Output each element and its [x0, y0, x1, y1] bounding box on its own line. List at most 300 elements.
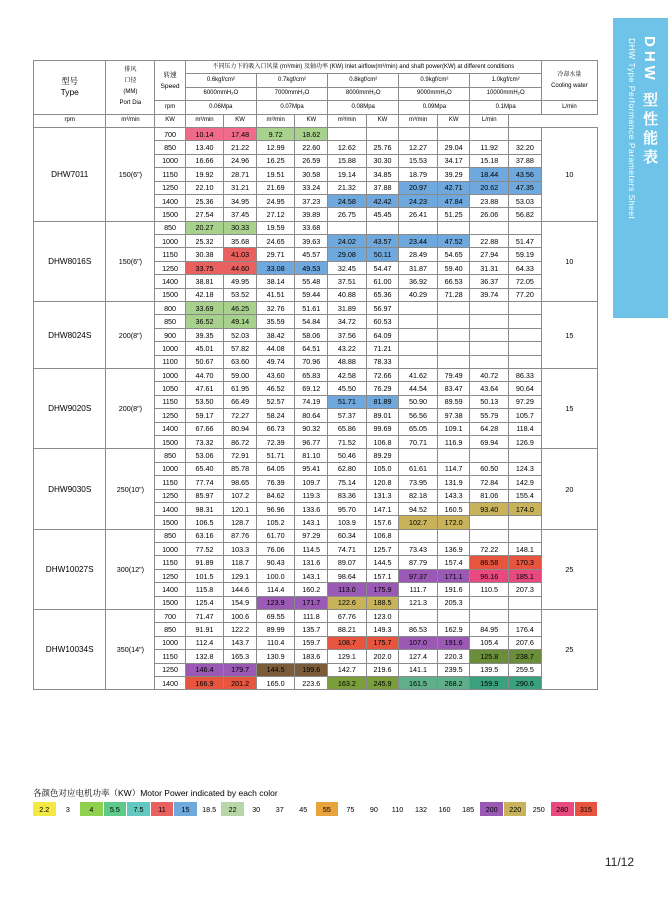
cell-flow-2: 103.9 [328, 516, 367, 529]
row-port: 150(6") [106, 127, 155, 221]
cell-kw-0: 72.91 [224, 449, 257, 462]
legend [33, 787, 598, 816]
cell-flow-0: 85.97 [185, 489, 224, 502]
row-cooling: 15 [541, 368, 597, 448]
row-rpm: 1000 [155, 342, 185, 355]
cell-flow-4: 43.64 [470, 382, 509, 395]
legend-swatch-75: 75 [339, 802, 363, 816]
cell-kw-1: 143.1 [295, 516, 328, 529]
cell-kw-3 [437, 355, 470, 368]
cell-kw-4: 207.6 [509, 636, 542, 649]
cell-kw-3: 172.0 [437, 516, 470, 529]
cell-kw-1: 30.58 [295, 168, 328, 181]
legend-swatch-18.5: 18.5 [198, 802, 222, 816]
header-kw-0: KW [155, 114, 185, 127]
cell-kw-1: 65.83 [295, 368, 328, 381]
cell-flow-1: 27.12 [256, 208, 295, 221]
header-span-title: 不同压力下的吸入口风量 (m³/min) 及轴功率 (KW) Inlet airflow(m³/min) and shaft power(KW) at different conditions [185, 61, 541, 74]
header-rpm: rpm [34, 114, 106, 127]
cell-kw-4: 176.4 [509, 623, 542, 636]
cell-flow-4: 50.13 [470, 395, 509, 408]
header-cooling-lmin: L/min [470, 114, 509, 127]
cell-flow-3 [399, 302, 438, 315]
row-rpm: 1500 [155, 596, 185, 609]
cell-kw-2: 89.01 [366, 409, 399, 422]
cell-kw-0: 144.6 [224, 583, 257, 596]
cell-kw-4: 90.64 [509, 382, 542, 395]
cell-kw-1: 33.24 [295, 181, 328, 194]
cell-kw-4: 148.1 [509, 543, 542, 556]
table-row [34, 368, 598, 381]
cell-flow-4 [470, 355, 509, 368]
cell-kw-3: 136.9 [437, 543, 470, 556]
cell-kw-3 [437, 221, 470, 234]
legend-swatch-160: 160 [433, 802, 457, 816]
cell-flow-4: 60.50 [470, 462, 509, 475]
cell-kw-2: 125.7 [366, 543, 399, 556]
cell-flow-0: 91.91 [185, 623, 224, 636]
row-model: DHW10034S [34, 610, 106, 690]
cell-kw-2: 25.76 [366, 141, 399, 154]
row-rpm: 850 [155, 449, 185, 462]
cell-kw-2: 105.0 [366, 462, 399, 475]
cell-kw-3 [437, 127, 470, 140]
cell-flow-2: 19.14 [328, 168, 367, 181]
cell-flow-2: 89.07 [328, 556, 367, 569]
legend-title: 各颜色对应电机功率（KW）Motor Power indicated by each color [33, 788, 278, 798]
cell-kw-4: 32.20 [509, 141, 542, 154]
header-cooling-unit: L/min [541, 101, 597, 114]
cell-kw-3: 160.5 [437, 502, 470, 515]
row-rpm: 900 [155, 328, 185, 341]
cell-kw-2: 157.6 [366, 516, 399, 529]
row-rpm: 850 [155, 221, 185, 234]
cell-flow-2: 65.86 [328, 422, 367, 435]
header-model: 型号 Type [34, 61, 106, 115]
legend-swatch-30: 30 [245, 802, 269, 816]
cell-flow-4: 96.16 [470, 569, 509, 582]
cell-kw-0: 28.71 [224, 168, 257, 181]
cell-kw-0: 118.7 [224, 556, 257, 569]
cell-kw-2: 34.85 [366, 168, 399, 181]
header-pressure-mm-3: 9000mmH₂O [399, 87, 470, 100]
cell-kw-1: 49.53 [295, 261, 328, 274]
cell-flow-3 [399, 221, 438, 234]
row-rpm: 1050 [155, 382, 185, 395]
cell-kw-3: 143.3 [437, 489, 470, 502]
cell-kw-0: 129.1 [224, 569, 257, 582]
header-pressure-kg-4: 1.0kgf/cm² [470, 74, 541, 87]
cell-flow-4 [470, 342, 509, 355]
cell-kw-2: 64.09 [366, 328, 399, 341]
cell-flow-3: 31.87 [399, 261, 438, 274]
cell-kw-2: 131.3 [366, 489, 399, 502]
cell-flow-3: 12.27 [399, 141, 438, 154]
cell-flow-2: 50.46 [328, 449, 367, 462]
header-pressure-kg-1: 0.7kgf/cm² [256, 74, 327, 87]
cell-flow-4: 125.8 [470, 650, 509, 663]
cell-kw-2: 37.88 [366, 181, 399, 194]
cell-flow-1: 51.71 [256, 449, 295, 462]
cell-flow-2: 40.88 [328, 288, 367, 301]
cell-flow-3: 15.53 [399, 154, 438, 167]
cell-kw-2: 30.30 [366, 154, 399, 167]
cell-kw-2: 188.5 [366, 596, 399, 609]
row-rpm: 1100 [155, 355, 185, 368]
header-flow-2: m³/min [256, 114, 295, 127]
cell-flow-4 [470, 610, 509, 623]
cell-kw-4 [509, 302, 542, 315]
cell-flow-1: 52.57 [256, 395, 295, 408]
header-pressure-mpa-2: 0.08Mpa [328, 101, 399, 114]
cell-kw-3: 239.5 [437, 663, 470, 676]
cell-flow-1: 24.95 [256, 194, 295, 207]
cell-flow-0: 19.92 [185, 168, 224, 181]
legend-swatch-15: 15 [174, 802, 198, 816]
cell-kw-4: 126.9 [509, 435, 542, 448]
cell-flow-3 [399, 529, 438, 542]
cell-flow-4: 26.06 [470, 208, 509, 221]
cell-flow-0: 91.89 [185, 556, 224, 569]
cell-flow-0: 10.14 [185, 127, 224, 140]
cell-kw-2: 50.11 [366, 248, 399, 261]
row-model: DHW8016S [34, 221, 106, 301]
cell-flow-3: 73.43 [399, 543, 438, 556]
cell-flow-4 [470, 449, 509, 462]
cell-kw-2: 60.53 [366, 315, 399, 328]
header-flow-0: m³/min [106, 114, 155, 127]
cell-kw-4: 259.5 [509, 663, 542, 676]
cell-kw-1: 97.29 [295, 529, 328, 542]
cell-kw-3: 116.9 [437, 435, 470, 448]
cell-kw-4: 59.19 [509, 248, 542, 261]
header-pressure-kg-3: 0.9kgf/cm² [399, 74, 470, 87]
legend-swatch-280: 280 [551, 802, 575, 816]
cell-flow-2: 122.6 [328, 596, 367, 609]
cell-flow-1: 66.73 [256, 422, 295, 435]
header-speed: 转速 Speed [155, 61, 185, 101]
cell-kw-1: 58.06 [295, 328, 328, 341]
cell-flow-0: 63.16 [185, 529, 224, 542]
cell-kw-1: 223.6 [295, 676, 328, 689]
cell-kw-1: 69.12 [295, 382, 328, 395]
header-kw-3: KW [366, 114, 399, 127]
legend-swatch-185: 185 [457, 802, 481, 816]
cell-kw-4: 64.33 [509, 261, 542, 274]
cell-flow-3 [399, 449, 438, 462]
cell-kw-3: 83.47 [437, 382, 470, 395]
cell-flow-2: 48.88 [328, 355, 367, 368]
cell-kw-0: 46.25 [224, 302, 257, 315]
cell-kw-4: 142.9 [509, 476, 542, 489]
cell-flow-3: 121.3 [399, 596, 438, 609]
cell-flow-1: 12.99 [256, 141, 295, 154]
cell-flow-2: 29.08 [328, 248, 367, 261]
legend-swatch-37: 37 [268, 802, 292, 816]
cell-kw-2: 61.00 [366, 275, 399, 288]
header-pressure-mm-1: 7000mmH₂O [256, 87, 327, 100]
cell-flow-2: 42.58 [328, 368, 367, 381]
cell-kw-2: 76.29 [366, 382, 399, 395]
cell-flow-4: 86.58 [470, 556, 509, 569]
cell-kw-4: 51.47 [509, 235, 542, 248]
cell-kw-0: 122.2 [224, 623, 257, 636]
cell-kw-0: 52.03 [224, 328, 257, 341]
cell-kw-2: 147.1 [366, 502, 399, 515]
cell-flow-4: 31.31 [470, 261, 509, 274]
cell-kw-0: 41.03 [224, 248, 257, 261]
cell-kw-3: 191.6 [437, 636, 470, 649]
cell-kw-2: 219.6 [366, 663, 399, 676]
cell-flow-4: 36.37 [470, 275, 509, 288]
legend-swatch-55: 55 [316, 802, 340, 816]
cell-kw-3: 59.40 [437, 261, 470, 274]
cell-flow-2: 95.70 [328, 502, 367, 515]
cell-kw-4 [509, 315, 542, 328]
table-row [34, 529, 598, 542]
cell-flow-4: 139.5 [470, 663, 509, 676]
cell-flow-2: 51.71 [328, 395, 367, 408]
cell-kw-1: 133.6 [295, 502, 328, 515]
cell-flow-2: 60.34 [328, 529, 367, 542]
cell-flow-2: 88.21 [328, 623, 367, 636]
cell-flow-3: 111.7 [399, 583, 438, 596]
cell-flow-3: 107.0 [399, 636, 438, 649]
cell-flow-4: 64.28 [470, 422, 509, 435]
header-pressure-kg-0: 0.6kgf/cm² [185, 74, 256, 87]
cell-kw-3: 109.1 [437, 422, 470, 435]
legend-swatch-220: 220 [504, 802, 528, 816]
cell-flow-2: 45.50 [328, 382, 367, 395]
cell-flow-2: 26.75 [328, 208, 367, 221]
cell-flow-0: 53.50 [185, 395, 224, 408]
cell-kw-3: 42.71 [437, 181, 470, 194]
cell-kw-4 [509, 610, 542, 623]
cell-flow-4: 11.92 [470, 141, 509, 154]
cell-kw-1: 39.89 [295, 208, 328, 221]
table-row [34, 221, 598, 234]
cell-kw-0: 98.65 [224, 476, 257, 489]
row-model: DHW7011 [34, 127, 106, 221]
cell-kw-2: 99.69 [366, 422, 399, 435]
row-rpm: 850 [155, 141, 185, 154]
legend-swatch-4: 4 [80, 802, 104, 816]
cell-flow-3: 41.62 [399, 368, 438, 381]
cell-kw-2: 56.97 [366, 302, 399, 315]
cell-kw-3 [437, 449, 470, 462]
cell-flow-2: 37.51 [328, 275, 367, 288]
cell-flow-1: 29.71 [256, 248, 295, 261]
row-port: 150(6") [106, 221, 155, 301]
cell-flow-2: 37.56 [328, 328, 367, 341]
cell-kw-0: 30.33 [224, 221, 257, 234]
cell-flow-3: 97.37 [399, 569, 438, 582]
cell-flow-0: 67.66 [185, 422, 224, 435]
cell-kw-1: 45.57 [295, 248, 328, 261]
cell-flow-0: 106.5 [185, 516, 224, 529]
header-kw-1: KW [224, 114, 257, 127]
row-rpm: 1150 [155, 650, 185, 663]
cell-flow-4: 27.94 [470, 248, 509, 261]
header-flow-1: m³/min [185, 114, 224, 127]
cell-flow-3: 86.53 [399, 623, 438, 636]
cell-flow-2: 74.71 [328, 543, 367, 556]
cell-kw-3: 268.2 [437, 676, 470, 689]
row-cooling: 20 [541, 449, 597, 529]
cell-kw-2: 78.33 [366, 355, 399, 368]
cell-kw-1: 171.7 [295, 596, 328, 609]
cell-kw-1: 109.7 [295, 476, 328, 489]
cell-kw-0: 63.60 [224, 355, 257, 368]
header-pressure-mpa-0: 0.06Mpa [185, 101, 256, 114]
cell-kw-4 [509, 529, 542, 542]
table-header-row [34, 61, 598, 74]
table-body [34, 61, 598, 690]
cell-kw-2: 175.7 [366, 636, 399, 649]
cell-flow-0: 45.01 [185, 342, 224, 355]
cell-flow-2: 43.22 [328, 342, 367, 355]
cell-flow-1: 49.74 [256, 355, 295, 368]
cell-flow-2: 24.58 [328, 194, 367, 207]
cell-flow-1: 90.43 [256, 556, 295, 569]
cell-flow-0: 16.66 [185, 154, 224, 167]
cell-flow-1: 105.2 [256, 516, 295, 529]
cell-flow-0: 59.17 [185, 409, 224, 422]
row-rpm: 1400 [155, 502, 185, 515]
cell-kw-0: 24.96 [224, 154, 257, 167]
row-rpm: 1000 [155, 235, 185, 248]
cell-flow-0: 42.18 [185, 288, 224, 301]
cell-kw-0: 31.21 [224, 181, 257, 194]
legend-swatch-200: 200 [480, 802, 504, 816]
row-rpm: 850 [155, 529, 185, 542]
cell-kw-1: 119.3 [295, 489, 328, 502]
cell-flow-0: 71.47 [185, 610, 224, 623]
cell-kw-1: 55.48 [295, 275, 328, 288]
row-rpm: 1500 [155, 435, 185, 448]
row-rpm: 1400 [155, 676, 185, 689]
cell-kw-1: 33.68 [295, 221, 328, 234]
legend-swatch-22: 22 [221, 802, 245, 816]
page-number: 11/12 [604, 855, 634, 869]
cell-kw-0: 86.72 [224, 435, 257, 448]
cell-flow-2: 21.32 [328, 181, 367, 194]
cell-kw-2: 245.9 [366, 676, 399, 689]
cell-flow-3: 61.61 [399, 462, 438, 475]
cell-kw-4: 86.33 [509, 368, 542, 381]
cell-flow-0: 65.40 [185, 462, 224, 475]
cell-kw-3 [437, 302, 470, 315]
cell-kw-1: 131.6 [295, 556, 328, 569]
cell-flow-3: 18.79 [399, 168, 438, 181]
cell-flow-2: 15.88 [328, 154, 367, 167]
cell-flow-4: 22.88 [470, 235, 509, 248]
cell-flow-0: 112.4 [185, 636, 224, 649]
legend-swatch-11: 11 [151, 802, 175, 816]
row-cooling: 15 [541, 302, 597, 369]
cell-flow-1: 100.0 [256, 569, 295, 582]
cell-flow-4: 23.88 [470, 194, 509, 207]
row-cooling: 10 [541, 127, 597, 221]
row-model: DHW8024S [34, 302, 106, 369]
cell-flow-4 [470, 315, 509, 328]
row-rpm: 1250 [155, 663, 185, 676]
cell-flow-1: 96.96 [256, 502, 295, 515]
cell-flow-3: 44.54 [399, 382, 438, 395]
cell-kw-2: 42.42 [366, 194, 399, 207]
cell-kw-4: 43.56 [509, 168, 542, 181]
cell-kw-3: 220.3 [437, 650, 470, 663]
cell-flow-0: 22.10 [185, 181, 224, 194]
side-tab-title-cn: DHW 型性能表 [641, 36, 658, 168]
cell-flow-0: 125.4 [185, 596, 224, 609]
cell-flow-3: 127.4 [399, 650, 438, 663]
cell-flow-2: 34.72 [328, 315, 367, 328]
header-pressure-kg-2: 0.8kgf/cm² [328, 74, 399, 87]
cell-kw-1: 96.77 [295, 435, 328, 448]
row-port: 250(10") [106, 449, 155, 529]
legend-swatch-250: 250 [527, 802, 551, 816]
cell-flow-3: 87.79 [399, 556, 438, 569]
cell-flow-4 [470, 596, 509, 609]
cell-kw-3: 157.4 [437, 556, 470, 569]
legend-swatch-132: 132 [410, 802, 434, 816]
row-port: 200(8") [106, 302, 155, 369]
cell-flow-1: 72.39 [256, 435, 295, 448]
cell-kw-1: 114.5 [295, 543, 328, 556]
cell-kw-4 [509, 127, 542, 140]
cell-kw-3: 51.25 [437, 208, 470, 221]
cell-kw-4: 174.0 [509, 502, 542, 515]
cell-kw-2: 65.36 [366, 288, 399, 301]
row-rpm: 1400 [155, 583, 185, 596]
cell-flow-2: 67.76 [328, 610, 367, 623]
cell-flow-1: 41.51 [256, 288, 295, 301]
cell-flow-2: 142.7 [328, 663, 367, 676]
cell-flow-1: 35.59 [256, 315, 295, 328]
cell-kw-0: 49.95 [224, 275, 257, 288]
cell-kw-3: 66.53 [437, 275, 470, 288]
cell-flow-1: 21.69 [256, 181, 295, 194]
row-cooling: 10 [541, 221, 597, 301]
cell-flow-0: 50.67 [185, 355, 224, 368]
cell-flow-4: 105.4 [470, 636, 509, 649]
cell-flow-1: 16.25 [256, 154, 295, 167]
cell-kw-1: 70.96 [295, 355, 328, 368]
cell-flow-0: 166.9 [185, 676, 224, 689]
cell-flow-0: 39.35 [185, 328, 224, 341]
cell-flow-4: 40.72 [470, 368, 509, 381]
cell-kw-3: 191.6 [437, 583, 470, 596]
cell-kw-1: 199.6 [295, 663, 328, 676]
cell-flow-1: 123.9 [256, 596, 295, 609]
cell-kw-4: 155.4 [509, 489, 542, 502]
cell-flow-2: 12.62 [328, 141, 367, 154]
cell-kw-4: 97.29 [509, 395, 542, 408]
legend-swatch-90: 90 [363, 802, 387, 816]
cell-flow-2 [328, 127, 367, 140]
cell-kw-3: 47.52 [437, 235, 470, 248]
cell-flow-1: 46.52 [256, 382, 295, 395]
cell-kw-2: 89.29 [366, 449, 399, 462]
cell-flow-2: 32.45 [328, 261, 367, 274]
row-model: DHW10027S [34, 529, 106, 609]
cell-kw-3: 131.9 [437, 476, 470, 489]
cell-flow-2: 163.2 [328, 676, 367, 689]
legend-swatch-45: 45 [292, 802, 316, 816]
cell-kw-4: 37.88 [509, 154, 542, 167]
cell-flow-2: 108.7 [328, 636, 367, 649]
